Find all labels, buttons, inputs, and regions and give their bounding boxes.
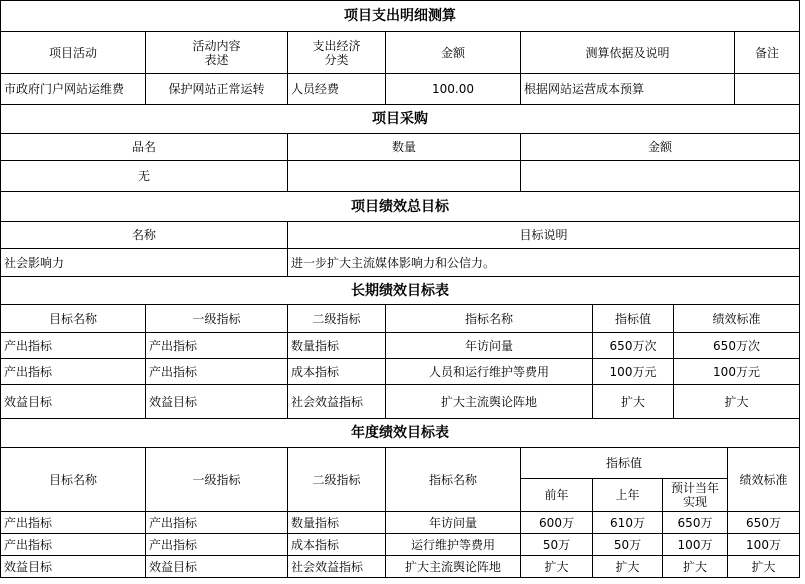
procurement-header-quantity: 数量 — [288, 134, 521, 161]
annual-header-indicator: 指标名称 — [386, 448, 521, 512]
annual-cell: 年访问量 — [386, 512, 521, 534]
expense-cell-activity: 市政府门户网站运维费 — [1, 74, 146, 105]
long-term-cell: 效益目标 — [146, 385, 288, 419]
annual-header-value: 指标值 — [521, 448, 728, 479]
annual-cell: 650万 — [663, 512, 728, 534]
overall-goal-table — [0, 191, 800, 277]
annual-cell: 600万 — [521, 512, 593, 534]
annual-cell: 产出指标 — [1, 534, 146, 556]
table-row — [1, 534, 800, 556]
long-term-title: 长期绩效目标表 — [1, 277, 800, 305]
annual-subheader-prev2: 前年 — [521, 479, 593, 512]
annual-cell: 50万 — [521, 534, 593, 556]
annual-title: 年度绩效目标表 — [1, 419, 800, 448]
annual-cell: 扩大 — [728, 556, 800, 578]
long-term-cell: 100万元 — [593, 359, 674, 385]
annual-cell: 扩大 — [593, 556, 663, 578]
long-term-cell: 产出指标 — [1, 359, 146, 385]
annual-subheader-expected: 预计当年 实现 — [663, 479, 728, 512]
long-term-cell: 650万次 — [593, 333, 674, 359]
overall-cell-name: 社会影响力 — [1, 249, 288, 277]
annual-cell: 数量指标 — [288, 512, 386, 534]
annual-cell: 650万 — [728, 512, 800, 534]
procurement-cell-name: 无 — [1, 161, 288, 192]
overall-title: 项目绩效总目标 — [1, 192, 800, 222]
annual-cell: 社会效益指标 — [288, 556, 386, 578]
annual-cell: 运行维护等费用 — [386, 534, 521, 556]
annual-cell: 扩大主流舆论阵地 — [386, 556, 521, 578]
procurement-title: 项目采购 — [1, 105, 800, 134]
expense-header-remark: 备注 — [735, 32, 800, 74]
expense-cell-category: 人员经费 — [288, 74, 386, 105]
annual-cell: 100万 — [663, 534, 728, 556]
table-row — [1, 359, 800, 385]
annual-cell: 100万 — [728, 534, 800, 556]
annual-cell: 50万 — [593, 534, 663, 556]
expense-header-basis: 测算依据及说明 — [521, 32, 735, 74]
annual-table — [0, 418, 800, 578]
long-term-header-value: 指标值 — [593, 305, 674, 333]
table-row — [1, 333, 800, 359]
annual-header-goal: 目标名称 — [1, 448, 146, 512]
procurement-header-name: 品名 — [1, 134, 288, 161]
expense-cell-remark — [735, 74, 800, 105]
overall-header-description: 目标说明 — [288, 222, 800, 249]
annual-cell: 扩大 — [521, 556, 593, 578]
annual-cell: 扩大 — [663, 556, 728, 578]
annual-cell: 成本指标 — [288, 534, 386, 556]
long-term-cell: 成本指标 — [288, 359, 386, 385]
annual-cell: 产出指标 — [146, 534, 288, 556]
procurement-table — [0, 104, 800, 192]
long-term-cell: 650万次 — [674, 333, 800, 359]
procurement-header-amount: 金额 — [521, 134, 800, 161]
long-term-cell: 效益目标 — [1, 385, 146, 419]
expense-header-activity: 项目活动 — [1, 32, 146, 74]
annual-subheader-prev1: 上年 — [593, 479, 663, 512]
annual-cell: 效益目标 — [146, 556, 288, 578]
long-term-cell: 扩大 — [674, 385, 800, 419]
long-term-cell: 产出指标 — [1, 333, 146, 359]
long-term-header-goal: 目标名称 — [1, 305, 146, 333]
long-term-header-indicator: 指标名称 — [386, 305, 593, 333]
annual-cell: 产出指标 — [146, 512, 288, 534]
overall-header-name: 名称 — [1, 222, 288, 249]
expense-header-amount: 金额 — [386, 32, 521, 74]
annual-header-level1: 一级指标 — [146, 448, 288, 512]
overall-cell-description: 进一步扩大主流媒体影响力和公信力。 — [288, 249, 800, 277]
annual-cell: 610万 — [593, 512, 663, 534]
expense-header-content: 活动内容 表述 — [146, 32, 288, 74]
expense-cell-basis: 根据网站运营成本预算 — [521, 74, 735, 105]
long-term-cell: 数量指标 — [288, 333, 386, 359]
procurement-cell-amount — [521, 161, 800, 192]
long-term-cell: 社会效益指标 — [288, 385, 386, 419]
long-term-header-level1: 一级指标 — [146, 305, 288, 333]
annual-header-standard: 绩效标准 — [728, 448, 800, 512]
annual-cell: 效益目标 — [1, 556, 146, 578]
long-term-cell: 人员和运行维护等费用 — [386, 359, 593, 385]
long-term-cell: 扩大 — [593, 385, 674, 419]
table-row — [1, 556, 800, 578]
long-term-cell: 产出指标 — [146, 359, 288, 385]
long-term-header-level2: 二级指标 — [288, 305, 386, 333]
long-term-table — [0, 276, 800, 419]
long-term-cell: 产出指标 — [146, 333, 288, 359]
expense-table — [0, 0, 800, 105]
long-term-cell: 年访问量 — [386, 333, 593, 359]
annual-cell: 产出指标 — [1, 512, 146, 534]
table-row — [1, 385, 800, 419]
long-term-header-standard: 绩效标准 — [674, 305, 800, 333]
expense-header-category: 支出经济 分类 — [288, 32, 386, 74]
expense-cell-content: 保护网站正常运转 — [146, 74, 288, 105]
long-term-cell: 扩大主流舆论阵地 — [386, 385, 593, 419]
expense-cell-amount: 100.00 — [386, 74, 521, 105]
procurement-cell-quantity — [288, 161, 521, 192]
long-term-cell: 100万元 — [674, 359, 800, 385]
expense-title: 项目支出明细测算 — [1, 1, 800, 32]
annual-header-level2: 二级指标 — [288, 448, 386, 512]
table-row — [1, 512, 800, 534]
